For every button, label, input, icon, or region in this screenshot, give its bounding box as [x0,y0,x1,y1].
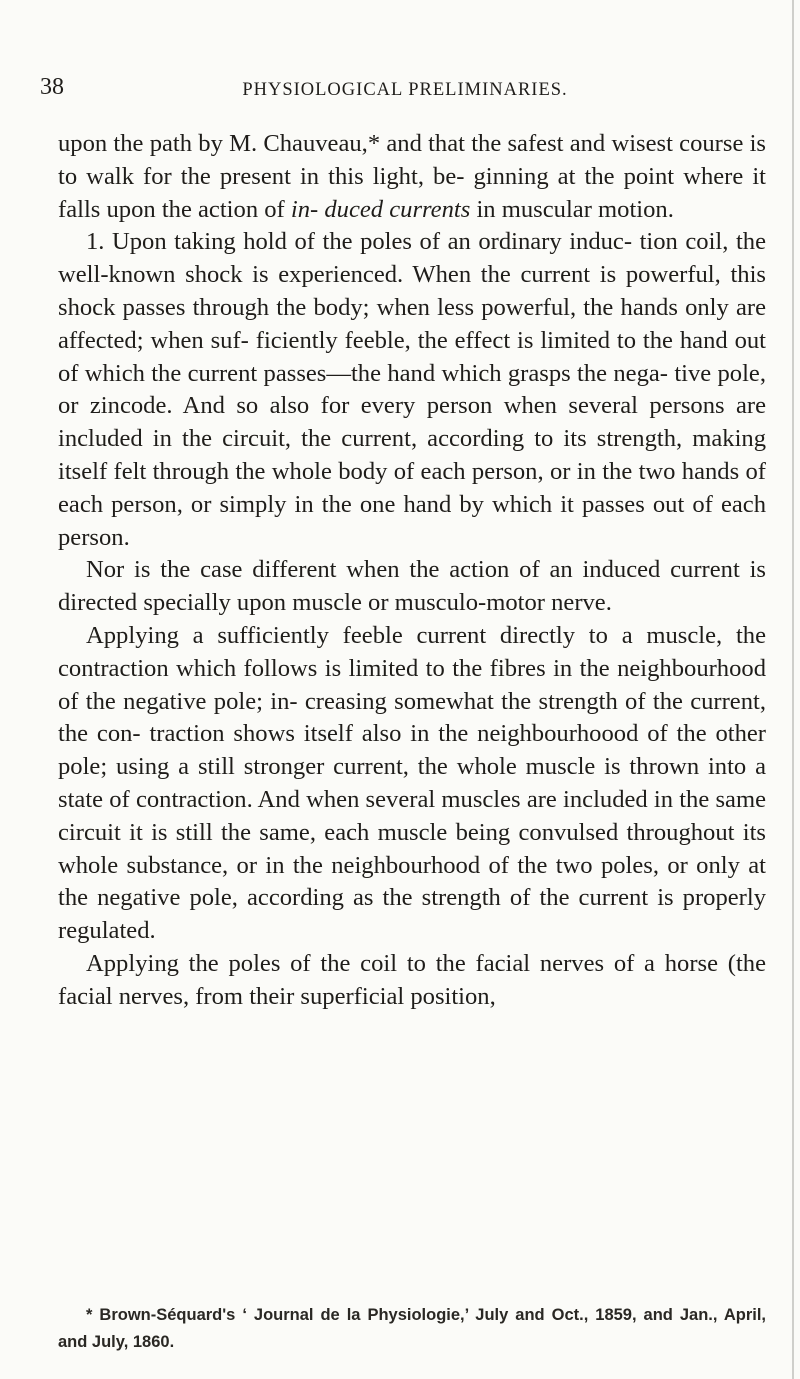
footnote: * Brown-Séquard's ‘ Journal de la Physiologie,’ July and Oct., 1859, and Jan., April, and July, 1860. [58,1306,766,1351]
running-head: PHYSIOLOGICAL PRELIMINARIES. [242,80,568,100]
paragraph-3: Nor is the case different when the action of an induced current is directed specially upon muscle or musculo-motor nerve. [58,556,766,617]
page-edge-line [792,0,794,1379]
page-number: 38 [40,74,64,100]
paragraph-5: Applying the poles of the coil to the facial nerves of a horse (the facial nerves, from their superficial position, [58,949,766,1010]
page-header [40,74,720,110]
paragraph-1 [58,128,766,226]
emphasis-induced-currents: in- duced currents [290,195,471,223]
paragraph-4: Applying a sufficiently feeble current directly to a muscle, the contraction which follows is limited to the fibres in the neighbourhood of the negative pole; in- creasing somewhat the strength of the current, the con- traction shows itself also in the neighbourhoood of the other pole; using a still stronger current, the whole muscle is thrown into a state of contraction. And when several muscles are included in the same circuit it is still the same, each muscle being convulsed throughout its whole substance, or in the neighbourhood of the two poles, or only at the negative pole, according as the strength of the current is properly regulated. [58,621,766,945]
body-text [58,128,766,1014]
paragraph-1-text-a: upon the path by M. Chauveau,* and that the safest and wisest course is to walk for the present in this light, be- ginning at the point where it falls upon the action of [58,130,766,223]
paragraph-2: 1. Upon taking hold of the poles of an ordinary induc- tion coil, the well-known shock is experienced. When the current is powerful, this shock passes through the body; when less powerful, the hands only are affected; when suf- ficiently feeble, the effect is limited to the hand out of which the current passes—the hand which grasps the nega- tive pole, or zincode. And so also for every person when several persons are included in the circuit, the current, according to its strength, making itself felt through the whole body of each person, or in the two hands of each person, or simply in the one hand by which it passes out of each person. [58,228,766,551]
paragraph-1-text-b: in muscular motion. [470,195,674,223]
